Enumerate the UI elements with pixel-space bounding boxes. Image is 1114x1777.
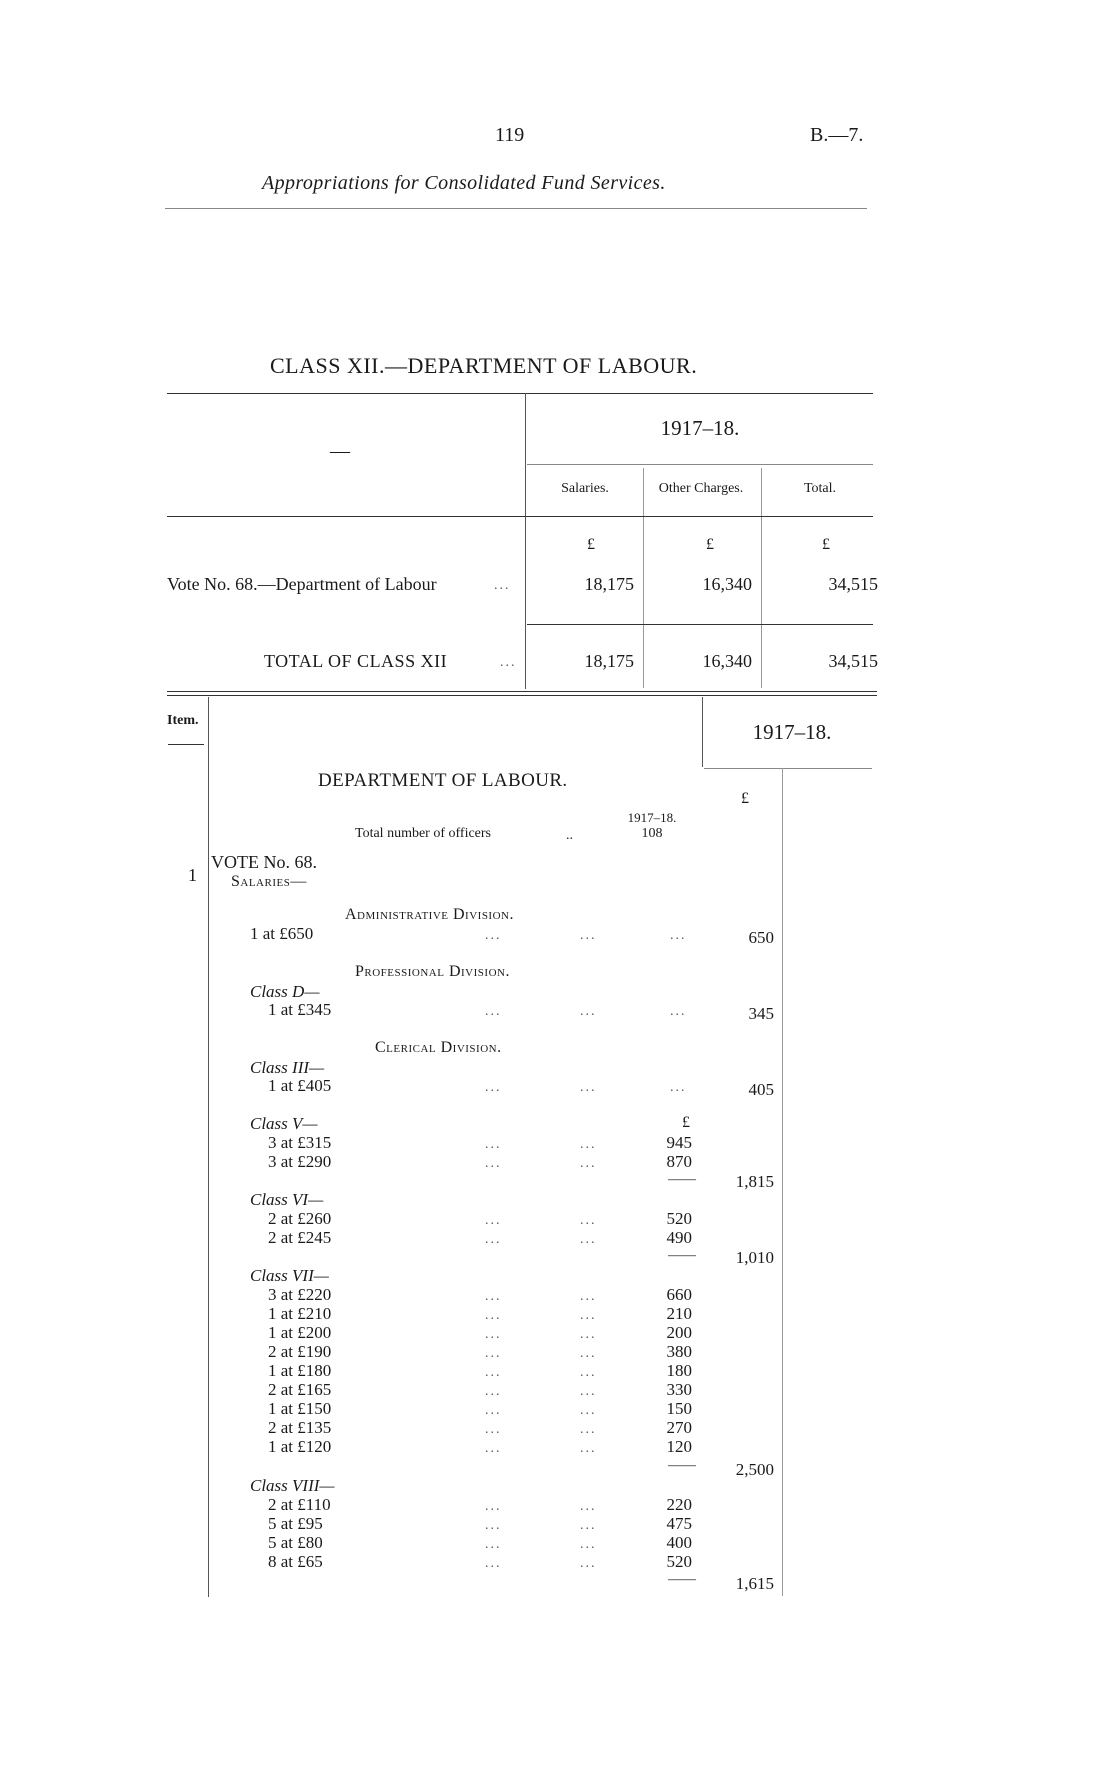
leader-dots: ... bbox=[485, 1441, 502, 1456]
column-header-total: Total. bbox=[803, 481, 837, 496]
column-header-salaries: Salaries. bbox=[561, 481, 609, 496]
total-row-total: 34,515 bbox=[828, 651, 878, 671]
salary-rate: 1 at £200 bbox=[268, 1323, 332, 1342]
salary-rate: 2 at £110 bbox=[268, 1495, 331, 1514]
salary-subtotal: 870 bbox=[666, 1152, 692, 1171]
class-iii-dots-3: ... bbox=[670, 1080, 687, 1095]
total-row-dots: ... bbox=[500, 655, 517, 670]
salary-rate: 3 at £220 bbox=[268, 1285, 332, 1304]
salary-subtotal: 520 bbox=[666, 1209, 692, 1228]
class-iii-rate: 1 at £405 bbox=[268, 1076, 332, 1095]
salary-subtotal: 380 bbox=[666, 1342, 692, 1361]
total-row-other: 16,340 bbox=[702, 651, 752, 671]
admin-rate: 1 at £650 bbox=[250, 924, 314, 943]
salary-subtotal: 150 bbox=[666, 1399, 692, 1418]
salary-rate: 1 at £150 bbox=[268, 1399, 332, 1418]
currency-total: £ bbox=[822, 536, 830, 553]
header-rule bbox=[165, 208, 867, 209]
salary-subtotal: 330 bbox=[666, 1380, 692, 1399]
admin-amount: 650 bbox=[748, 928, 774, 947]
detail-year-rule bbox=[704, 768, 872, 769]
class-title: CLASS XII.—DEPARTMENT OF LABOUR. bbox=[270, 353, 698, 378]
leader-dots: ... bbox=[485, 1422, 502, 1437]
class-vii-rule: —— bbox=[668, 1458, 696, 1473]
leader-dots: ... bbox=[485, 1289, 502, 1304]
salary-rate: 2 at £190 bbox=[268, 1342, 332, 1361]
leader-dots: ... bbox=[580, 1137, 597, 1152]
salary-rate: 3 at £315 bbox=[268, 1133, 332, 1152]
class-viii-heading: Class VIII— bbox=[250, 1476, 335, 1495]
class-iii-dots-1: ... bbox=[485, 1080, 502, 1095]
currency-other: £ bbox=[706, 536, 714, 553]
detail-year-header: 1917–18. bbox=[752, 720, 832, 744]
amount-column-right-rule bbox=[782, 768, 783, 1596]
summary-year-header: 1917–18. bbox=[660, 416, 740, 440]
leader-dots: ... bbox=[580, 1308, 597, 1323]
vote-row-other: 16,340 bbox=[702, 574, 752, 594]
class-iii-dots-2: ... bbox=[580, 1080, 597, 1095]
leader-dots: ... bbox=[485, 1137, 502, 1152]
salary-subtotal: 120 bbox=[666, 1437, 692, 1456]
officers-count: 108 bbox=[641, 826, 663, 841]
summary-bottom-rule-2 bbox=[167, 695, 877, 696]
item-header-underline bbox=[168, 744, 204, 745]
department-title: DEPARTMENT OF LABOUR. bbox=[318, 770, 568, 791]
class-d-dots-3: ... bbox=[670, 1004, 687, 1019]
salary-rate: 3 at £290 bbox=[268, 1152, 332, 1171]
salary-rate: 2 at £245 bbox=[268, 1228, 332, 1247]
total-row-salaries: 18,175 bbox=[584, 651, 634, 671]
leader-dots: ... bbox=[485, 1518, 502, 1533]
col-sep-1 bbox=[643, 468, 644, 688]
leader-dots: ... bbox=[485, 1556, 502, 1571]
leader-dots: ... bbox=[485, 1213, 502, 1228]
class-viii-rule: —— bbox=[668, 1572, 696, 1587]
clerical-division-heading: Clerical Division. bbox=[375, 1039, 502, 1056]
leader-dots: ... bbox=[580, 1499, 597, 1514]
leader-dots: ... bbox=[485, 1156, 502, 1171]
class-v-total: 1,815 bbox=[735, 1172, 774, 1191]
leader-dots: ... bbox=[485, 1499, 502, 1514]
leader-dots: ... bbox=[580, 1346, 597, 1361]
summary-divider bbox=[525, 393, 526, 689]
salary-subtotal: 475 bbox=[666, 1514, 692, 1533]
leader-dots: ... bbox=[580, 1384, 597, 1399]
col-sep-2 bbox=[761, 468, 762, 688]
summary-dash: — bbox=[330, 440, 350, 462]
running-title: Appropriations for Consolidated Fund Services. bbox=[262, 172, 666, 194]
salary-subtotal: 660 bbox=[666, 1285, 692, 1304]
item-column-header: Item. bbox=[167, 713, 199, 728]
leader-dots: ... bbox=[580, 1441, 597, 1456]
class-vii-heading: Class VII— bbox=[250, 1266, 329, 1285]
vote-row-dots: ... bbox=[494, 578, 511, 593]
salary-rate: 1 at £210 bbox=[268, 1304, 332, 1323]
salary-subtotal: 945 bbox=[666, 1133, 692, 1152]
leader-dots: ... bbox=[485, 1232, 502, 1247]
class-vi-heading: Class VI— bbox=[250, 1190, 324, 1209]
class-v-heading: Class V— bbox=[250, 1114, 318, 1133]
officers-label: Total number of officers bbox=[355, 826, 491, 841]
leader-dots: ... bbox=[485, 1346, 502, 1361]
salary-subtotal: 220 bbox=[666, 1495, 692, 1514]
leader-dots: ... bbox=[580, 1156, 597, 1171]
leader-dots: ... bbox=[580, 1289, 597, 1304]
leader-dots: ... bbox=[580, 1327, 597, 1342]
total-row-label: TOTAL OF CLASS XII bbox=[264, 651, 448, 671]
leader-dots: ... bbox=[580, 1232, 597, 1247]
professional-division-heading: Professional Division. bbox=[355, 963, 510, 980]
leader-dots: ... bbox=[485, 1327, 502, 1342]
admin-dots-2: ... bbox=[580, 928, 597, 943]
summary-bottom-rule-1 bbox=[167, 691, 877, 692]
leader-dots: ... bbox=[580, 1365, 597, 1380]
class-vi-total: 1,010 bbox=[735, 1248, 774, 1267]
class-iii-amount: 405 bbox=[748, 1080, 774, 1099]
leader-dots: ... bbox=[580, 1518, 597, 1533]
officers-dots: .. bbox=[566, 828, 573, 843]
vote-row-total: 34,515 bbox=[828, 574, 878, 594]
salary-rate: 2 at £165 bbox=[268, 1380, 332, 1399]
vote-row-salaries: 18,175 bbox=[584, 574, 634, 594]
item-number: 1 bbox=[188, 865, 197, 885]
class-viii-total: 1,615 bbox=[735, 1574, 774, 1593]
detail-currency: £ bbox=[741, 790, 749, 807]
salary-subtotal: 520 bbox=[666, 1552, 692, 1571]
leader-dots: ... bbox=[485, 1308, 502, 1323]
document-reference: B.—7. bbox=[810, 124, 864, 146]
salary-subtotal: 180 bbox=[666, 1361, 692, 1380]
leader-dots: ... bbox=[485, 1537, 502, 1552]
salary-subtotal: 490 bbox=[666, 1228, 692, 1247]
class-d-dots-1: ... bbox=[485, 1004, 502, 1019]
page-number: 119 bbox=[495, 124, 525, 146]
salary-subtotal: 270 bbox=[666, 1418, 692, 1437]
salaries-label: Salaries— bbox=[231, 873, 307, 890]
vote-label: VOTE No. 68. bbox=[211, 852, 317, 872]
leader-dots: ... bbox=[580, 1422, 597, 1437]
vote-row-label: Vote No. 68.—Department of Labour bbox=[167, 574, 437, 594]
salary-subtotal: 210 bbox=[666, 1304, 692, 1323]
salary-rate: 8 at £65 bbox=[268, 1552, 323, 1571]
salary-subtotal: 200 bbox=[666, 1323, 692, 1342]
class-d-heading: Class D— bbox=[250, 982, 320, 1001]
salary-rate: 5 at £95 bbox=[268, 1514, 323, 1533]
leader-dots: ... bbox=[580, 1556, 597, 1571]
salary-rate: 1 at £120 bbox=[268, 1437, 332, 1456]
admin-dots-1: ... bbox=[485, 928, 502, 943]
salary-rate: 1 at £180 bbox=[268, 1361, 332, 1380]
currency-salaries: £ bbox=[587, 536, 595, 553]
class-vi-rule: —— bbox=[668, 1248, 696, 1263]
class-v-rule: —— bbox=[668, 1172, 696, 1187]
leader-dots: ... bbox=[580, 1213, 597, 1228]
summary-top-rule bbox=[167, 393, 873, 394]
class-iii-heading: Class III— bbox=[250, 1058, 325, 1077]
class-vii-total: 2,500 bbox=[735, 1460, 774, 1479]
leader-dots: ... bbox=[580, 1537, 597, 1552]
column-header-other-charges: Other Charges. bbox=[658, 481, 744, 496]
leader-dots: ... bbox=[485, 1384, 502, 1399]
salary-rate: 5 at £80 bbox=[268, 1533, 323, 1552]
item-column-rule bbox=[208, 697, 209, 1597]
amount-column-left-rule bbox=[702, 697, 703, 767]
leader-dots: ... bbox=[485, 1365, 502, 1380]
class-v-currency: £ bbox=[682, 1114, 690, 1131]
year-subrule bbox=[527, 464, 873, 465]
class-d-amount: 345 bbox=[748, 1004, 774, 1023]
salary-rate: 2 at £135 bbox=[268, 1418, 332, 1437]
class-d-dots-2: ... bbox=[580, 1004, 597, 1019]
admin-dots-3: ... bbox=[670, 928, 687, 943]
administrative-division-heading: Administrative Division. bbox=[345, 906, 514, 923]
class-d-rate: 1 at £345 bbox=[268, 1000, 332, 1019]
leader-dots: ... bbox=[580, 1403, 597, 1418]
salary-rate: 2 at £260 bbox=[268, 1209, 332, 1228]
salary-subtotal: 400 bbox=[666, 1533, 692, 1552]
subtotal-rule bbox=[527, 624, 873, 625]
column-header-rule bbox=[167, 516, 873, 517]
leader-dots: ... bbox=[485, 1403, 502, 1418]
officers-year: 1917–18. bbox=[627, 810, 677, 825]
